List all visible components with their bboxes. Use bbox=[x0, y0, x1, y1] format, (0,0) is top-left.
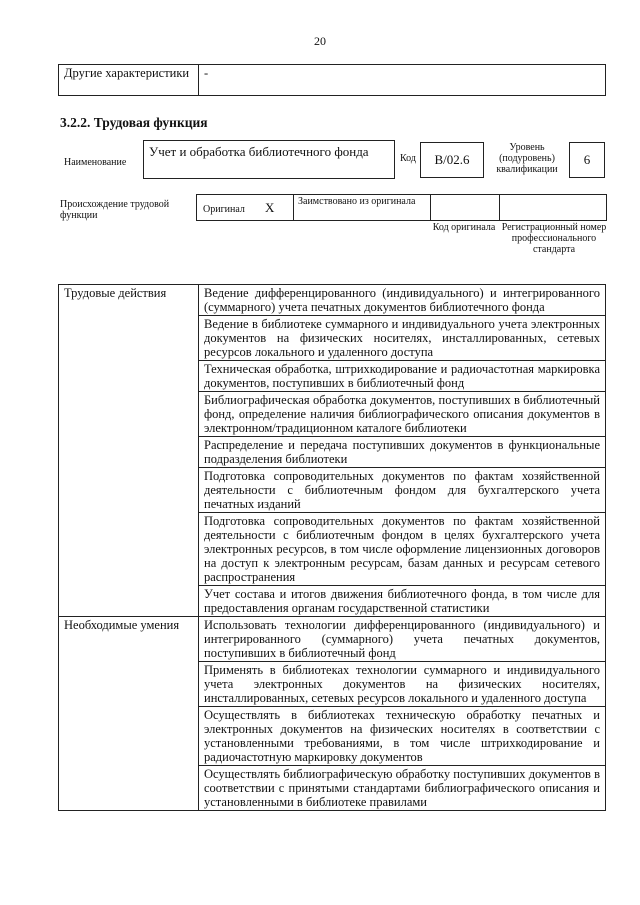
function-details-table bbox=[58, 284, 606, 811]
labor-action-item: Распределение и передача поступивших документов в функциональные подразделения библиотеки bbox=[199, 437, 606, 468]
labor-action-item: Учет состава и итогов движения библиотечного фонда, в том числе для предоставления органам государственной статистики bbox=[199, 586, 606, 617]
origin-code-cell bbox=[430, 195, 500, 220]
original-mark: X bbox=[265, 200, 275, 215]
labor-action-item: Ведение в библиотеке суммарного и индивидуального учета электронных документов на физических носителях, инсталлированных, сетевых ресурсов локального и удаленного доступа bbox=[199, 316, 606, 361]
labor-actions-label: Трудовые действия bbox=[59, 285, 199, 617]
other-characteristics-value: - bbox=[199, 65, 606, 96]
function-code-value: B/02.6 bbox=[420, 142, 484, 178]
original-cell bbox=[197, 195, 294, 220]
code-caption: Код оригинала bbox=[432, 222, 496, 233]
reg-number-caption: Регистрационный номер профессионального стандарта bbox=[501, 222, 607, 255]
labor-action-item: Техническая обработка, штрихкодирование и радиочастотная маркировка документов, поступивших в библиотечный фонд bbox=[199, 361, 606, 392]
required-skills-label: Необходимые умения bbox=[59, 617, 199, 811]
section-heading: 3.2.2. Трудовая функция bbox=[60, 115, 208, 130]
code-label: Код bbox=[400, 153, 416, 164]
borrowed-label: Заимствовано из оригинала bbox=[298, 196, 416, 207]
level-value: 6 bbox=[569, 142, 605, 178]
labor-action-item: Ведение дифференцированного (индивидуального) и интегрированного (суммарного) учета печатных документов библиотечного фонда bbox=[199, 285, 606, 316]
original-label: Оригинал bbox=[203, 204, 245, 215]
origin-table bbox=[196, 194, 607, 221]
page-number: 20 bbox=[314, 34, 326, 48]
other-characteristics-table bbox=[58, 64, 606, 96]
skill-item: Использовать технологии дифференцированного (индивидуального) и интегрированного (суммарного) учета печатных документов, поступивших в библиотечный фонд bbox=[199, 617, 606, 662]
level-label: Уровень (подуровень) квалификации bbox=[496, 142, 558, 175]
skill-item: Осуществлять в библиотеках техническую обработку печатных и электронных документов на физических носителях в соответствии с установленными требованиями, в том числе штрихкодирование и радиочастотную маркировку документов bbox=[199, 707, 606, 766]
skill-item: Применять в библиотеках технологии суммарного и индивидуального учета электронных документов на физических носителях, инсталлированных, сетевых ресурсов локального и удаленного доступа bbox=[199, 662, 606, 707]
other-characteristics-label: Другие характеристики bbox=[59, 65, 199, 96]
name-label: Наименование bbox=[64, 157, 127, 168]
labor-action-item: Библиографическая обработка документов, поступивших в библиотечный фонд, определение наличия библиографического описания документов в электронном/традиционном каталоге библиотеки bbox=[199, 392, 606, 437]
skill-item: Осуществлять библиографическую обработку поступивших документов в соответствии с принятыми стандартами библиографического описания и установленными в библиотеке правилами bbox=[199, 766, 606, 811]
origin-label: Происхождение трудовой функции bbox=[60, 199, 170, 221]
function-name-value: Учет и обработка библиотечного фонда bbox=[143, 140, 395, 179]
labor-action-item: Подготовка сопроводительных документов по фактам хозяйственной деятельности с библиотечным фондом в целях бухгалтерского учета электронных ресурсов, в том числе оформление лицензионных договоров на доступ к электронным ресурсам, базам данных и ресурсам сетевого распространения bbox=[199, 513, 606, 586]
labor-action-item: Подготовка сопроводительных документов по фактам хозяйственной деятельности с библиотечным фондом для бухгалтерского учета печатных изданий bbox=[199, 468, 606, 513]
